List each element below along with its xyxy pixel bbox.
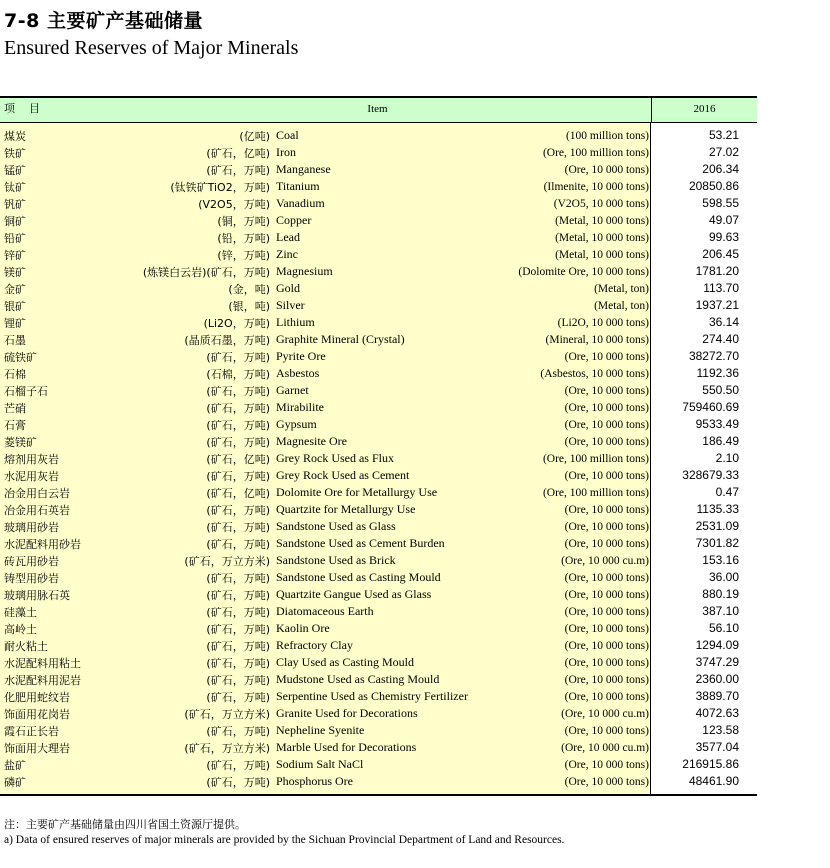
mineral-name-en: Serpentine Used as Chemistry Fertilizer xyxy=(276,689,468,703)
mineral-name-en: Titanium xyxy=(276,179,320,193)
reserve-value: 2.10 xyxy=(715,451,739,465)
mineral-name-cn: 高岭土 xyxy=(4,622,37,636)
unit-cn: (矿石，万吨) xyxy=(206,469,270,483)
mineral-name-cn: 石棉 xyxy=(4,367,26,381)
table-header xyxy=(0,96,757,123)
unit-cn: (矿石，万吨) xyxy=(206,384,270,398)
table-row xyxy=(0,739,650,756)
header-item-cn: 项 目 xyxy=(4,102,40,115)
mineral-name-cn: 水泥配料用粘土 xyxy=(4,656,81,670)
mineral-name-cn: 盐矿 xyxy=(4,758,26,772)
unit-en: (Ore, 10 000 tons) xyxy=(564,724,649,737)
unit-en: (Ore, 100 million tons) xyxy=(542,452,649,465)
unit-en: (Ore, 10 000 tons) xyxy=(564,435,649,448)
table-row xyxy=(0,127,650,144)
unit-cn: (石棉，万吨) xyxy=(206,367,270,381)
unit-en: (Ore, 10 000 tons) xyxy=(564,350,649,363)
reserve-value: 49.07 xyxy=(708,213,739,227)
mineral-name-en: Quartzite Gangue Used as Glass xyxy=(276,587,432,601)
reserve-value: 27.02 xyxy=(708,145,739,159)
table-row xyxy=(0,297,650,314)
unit-cn: (钛铁矿TiO2，万吨) xyxy=(170,180,270,194)
mineral-name-cn: 玻璃用砂岩 xyxy=(4,520,59,534)
table-row xyxy=(0,314,650,331)
reserve-value: 1937.21 xyxy=(695,298,739,312)
unit-en: (Ilmenite, 10 000 tons) xyxy=(543,180,649,193)
unit-cn: (矿石，万吨) xyxy=(206,350,270,364)
reserve-value: 153.16 xyxy=(702,553,739,567)
reserve-value: 9533.49 xyxy=(695,417,739,431)
header-year: 2016 xyxy=(651,98,757,122)
reserve-value: 48461.90 xyxy=(688,774,739,788)
mineral-name-en: Mirabilite xyxy=(276,400,324,414)
mineral-name-en: Grey Rock Used as Flux xyxy=(276,451,394,465)
mineral-name-en: Sandstone Used as Brick xyxy=(276,553,396,567)
mineral-name-en: Grey Rock Used as Cement xyxy=(276,468,410,482)
mineral-name-en: Refractory Clay xyxy=(276,638,353,652)
mineral-name-cn: 钛矿 xyxy=(4,180,26,194)
reserve-value: 2531.09 xyxy=(695,519,739,533)
unit-cn: (Li2O，万吨) xyxy=(203,316,270,330)
mineral-name-en: Iron xyxy=(276,145,296,159)
table-row xyxy=(0,688,650,705)
mineral-name-en: Zinc xyxy=(276,247,298,261)
unit-en: (Ore, 10 000 tons) xyxy=(564,537,649,550)
reserve-value: 3889.70 xyxy=(695,689,739,703)
unit-en: (Ore, 10 000 tons) xyxy=(564,520,649,533)
mineral-name-en: Sodium Salt NaCl xyxy=(276,757,364,771)
mineral-name-cn: 铅矿 xyxy=(4,231,26,245)
table-row xyxy=(0,399,650,416)
mineral-name-en: Magnesium xyxy=(276,264,333,278)
mineral-name-cn: 水泥配料用泥岩 xyxy=(4,673,81,687)
mineral-name-cn: 锌矿 xyxy=(4,248,26,262)
unit-en: (Ore, 100 million tons) xyxy=(542,486,649,499)
mineral-name-en: Sandstone Used as Glass xyxy=(276,519,396,533)
reserve-value: 387.10 xyxy=(702,604,739,618)
unit-en: (Ore, 10 000 tons) xyxy=(564,418,649,431)
unit-en: (Ore, 10 000 cu.m) xyxy=(561,741,649,754)
table-row xyxy=(0,144,650,161)
reserve-value: 3747.29 xyxy=(695,655,739,669)
mineral-name-en: Asbestos xyxy=(276,366,320,380)
mineral-name-en: Manganese xyxy=(276,162,331,176)
table-row xyxy=(0,433,650,450)
reserve-value: 3577.04 xyxy=(695,740,739,754)
value-column xyxy=(650,123,757,794)
table-row xyxy=(0,484,650,501)
unit-cn: (矿石，亿吨) xyxy=(206,146,270,160)
mineral-name-cn: 冶金用石英岩 xyxy=(4,503,70,517)
mineral-name-cn: 玻璃用脉石英 xyxy=(4,588,70,602)
unit-en: (Metal, ton) xyxy=(594,299,649,312)
mineral-name-cn: 冶金用白云岩 xyxy=(4,486,70,500)
unit-en: (Metal, 10 000 tons) xyxy=(555,214,649,227)
unit-en: (Ore, 10 000 tons) xyxy=(564,163,649,176)
mineral-name-cn: 钒矿 xyxy=(4,197,26,211)
mineral-name-en: Clay Used as Casting Mould xyxy=(276,655,414,669)
mineral-name-en: Magnesite Ore xyxy=(276,434,347,448)
mineral-name-en: Lithium xyxy=(276,315,315,329)
table-row xyxy=(0,246,650,263)
reserve-value: 36.14 xyxy=(708,315,739,329)
unit-cn: (亿吨) xyxy=(239,129,270,143)
reserve-value: 206.34 xyxy=(702,162,739,176)
table-row xyxy=(0,365,650,382)
mineral-name-cn: 锂矿 xyxy=(4,316,26,330)
unit-cn: (矿石，万立方米) xyxy=(184,707,270,721)
mineral-name-cn: 银矿 xyxy=(4,299,26,313)
unit-en: (Ore, 10 000 tons) xyxy=(564,469,649,482)
reserve-value: 2360.00 xyxy=(695,672,739,686)
mineral-name-en: Graphite Mineral (Crystal) xyxy=(276,332,405,346)
unit-cn: (矿石，万吨) xyxy=(206,163,270,177)
reserve-value: 99.63 xyxy=(708,230,739,244)
unit-cn: (矿石，万吨) xyxy=(206,503,270,517)
unit-cn: (矿石，万立方米) xyxy=(184,741,270,755)
reserve-value: 7301.82 xyxy=(695,536,739,550)
mineral-name-en: Kaolin Ore xyxy=(276,621,330,635)
mineral-name-cn: 芒硝 xyxy=(4,401,26,415)
reserve-value: 123.58 xyxy=(702,723,739,737)
mineral-name-en: Quartzite for Metallurgy Use xyxy=(276,502,416,516)
unit-cn: (矿石，万吨) xyxy=(206,537,270,551)
unit-cn: (矿石，万吨) xyxy=(206,758,270,772)
footnote-en: a) Data of ensured reserves of major minerals are provided by the Sichuan Provincial Department of Land and Resources. xyxy=(4,834,565,846)
unit-cn: (矿石，万吨) xyxy=(206,571,270,585)
mineral-name-en: Sandstone Used as Cement Burden xyxy=(276,536,445,550)
mineral-name-cn: 熔剂用灰岩 xyxy=(4,452,59,466)
mineral-name-en: Lead xyxy=(276,230,300,244)
unit-cn: (矿石，万吨) xyxy=(206,588,270,602)
unit-cn: (矿石，万吨) xyxy=(206,605,270,619)
table-row xyxy=(0,773,650,790)
table-row xyxy=(0,161,650,178)
table-row xyxy=(0,416,650,433)
unit-cn: (矿石，万吨) xyxy=(206,656,270,670)
unit-en: (Ore, 10 000 tons) xyxy=(564,758,649,771)
page-title-en: Ensured Reserves of Major Minerals xyxy=(4,37,299,59)
mineral-name-cn: 化肥用蛇纹岩 xyxy=(4,690,70,704)
mineral-name-en: Diatomaceous Earth xyxy=(276,604,374,618)
mineral-name-cn: 硫铁矿 xyxy=(4,350,37,364)
unit-cn: (矿石，万吨) xyxy=(206,724,270,738)
reserve-value: 328679.33 xyxy=(682,468,739,482)
unit-cn: (矿石，万吨) xyxy=(206,775,270,789)
mineral-name-en: Granite Used for Decorations xyxy=(276,706,418,720)
reserve-value: 1781.20 xyxy=(695,264,739,278)
reserve-value: 1135.33 xyxy=(696,502,739,516)
reserve-value: 206.45 xyxy=(702,247,739,261)
unit-en: (Metal, 10 000 tons) xyxy=(555,231,649,244)
mineral-name-en: Dolomite Ore for Metallurgy Use xyxy=(276,485,438,499)
mineral-name-cn: 硅藻土 xyxy=(4,605,37,619)
reserve-value: 113.70 xyxy=(703,281,739,295)
reserve-value: 1192.36 xyxy=(696,366,739,380)
table-row xyxy=(0,586,650,603)
table-row xyxy=(0,705,650,722)
unit-cn: (铜，万吨) xyxy=(217,214,270,228)
table-row xyxy=(0,348,650,365)
mineral-name-cn: 石墨 xyxy=(4,333,26,347)
unit-en: (Ore, 10 000 tons) xyxy=(564,775,649,788)
mineral-name-cn: 菱镁矿 xyxy=(4,435,37,449)
reserve-value: 598.55 xyxy=(702,196,739,210)
table-row xyxy=(0,620,650,637)
table-row xyxy=(0,654,650,671)
unit-cn: (矿石，万吨) xyxy=(206,401,270,415)
mineral-name-en: Sandstone Used as Casting Mould xyxy=(276,570,441,584)
mineral-name-en: Marble Used for Decorations xyxy=(276,740,417,754)
table-row xyxy=(0,756,650,773)
mineral-name-cn: 金矿 xyxy=(4,282,26,296)
mineral-name-cn: 铜矿 xyxy=(4,214,26,228)
unit-en: (Metal, 10 000 tons) xyxy=(555,248,649,261)
table-row xyxy=(0,501,650,518)
unit-en: (V2O5, 10 000 tons) xyxy=(553,197,649,210)
mineral-name-cn: 磷矿 xyxy=(4,775,26,789)
unit-en: (Mineral, 10 000 tons) xyxy=(545,333,649,346)
unit-en: (Ore, 10 000 tons) xyxy=(564,503,649,516)
unit-cn: (V2O5，万吨) xyxy=(198,197,270,211)
mineral-name-cn: 砖瓦用砂岩 xyxy=(4,554,59,568)
unit-en: (Li2O, 10 000 tons) xyxy=(557,316,649,329)
unit-en: (Ore, 10 000 tons) xyxy=(564,605,649,618)
unit-en: (Ore, 10 000 tons) xyxy=(564,401,649,414)
mineral-name-cn: 石榴子石 xyxy=(4,384,48,398)
unit-cn: (炼镁白云岩)(矿石，万吨) xyxy=(142,265,270,279)
mineral-name-en: Nepheline Syenite xyxy=(276,723,365,737)
unit-cn: (银，吨) xyxy=(228,299,270,313)
mineral-name-cn: 煤炭 xyxy=(4,129,26,143)
mineral-name-en: Copper xyxy=(276,213,312,227)
table-row xyxy=(0,382,650,399)
reserve-value: 274.40 xyxy=(702,332,739,346)
item-column xyxy=(0,123,650,794)
unit-en: (Asbestos, 10 000 tons) xyxy=(540,367,649,380)
unit-cn: (矿石，万吨) xyxy=(206,520,270,534)
mineral-name-cn: 铸型用砂岩 xyxy=(4,571,59,585)
reserve-value: 36.00 xyxy=(708,570,739,584)
mineral-name-en: Gold xyxy=(276,281,300,295)
unit-cn: (矿石，亿吨) xyxy=(206,486,270,500)
mineral-name-en: Silver xyxy=(276,298,305,312)
table-row xyxy=(0,552,650,569)
reserve-value: 550.50 xyxy=(702,383,739,397)
unit-en: (Ore, 10 000 tons) xyxy=(564,622,649,635)
unit-en: (Ore, 10 000 tons) xyxy=(564,639,649,652)
unit-en: (Ore, 10 000 cu.m) xyxy=(561,707,649,720)
reserve-value: 880.19 xyxy=(702,587,739,601)
mineral-name-cn: 镁矿 xyxy=(4,265,26,279)
unit-en: (Dolomite Ore, 10 000 tons) xyxy=(518,265,649,278)
unit-en: (Ore, 10 000 tons) xyxy=(564,588,649,601)
reserve-value: 20850.86 xyxy=(688,179,739,193)
mineral-name-cn: 饰面用大理岩 xyxy=(4,741,70,755)
table-row xyxy=(0,603,650,620)
unit-cn: (矿石，万吨) xyxy=(206,639,270,653)
reserve-value: 4072.63 xyxy=(695,706,739,720)
mineral-name-cn: 锰矿 xyxy=(4,163,26,177)
unit-cn: (矿石，万吨) xyxy=(206,673,270,687)
unit-cn: (金，吨) xyxy=(228,282,270,296)
reserve-value: 0.47 xyxy=(715,485,739,499)
unit-en: (Ore, 10 000 tons) xyxy=(564,384,649,397)
minerals-table xyxy=(0,96,757,796)
table-body xyxy=(0,123,757,796)
page-title-cn: 7-8 主要矿产基础储量 xyxy=(4,10,203,32)
table-row xyxy=(0,518,650,535)
unit-cn: (矿石，万吨) xyxy=(206,418,270,432)
reserve-value: 186.49 xyxy=(702,434,739,448)
unit-cn: (铅，万吨) xyxy=(217,231,270,245)
unit-en: (Ore, 10 000 tons) xyxy=(564,656,649,669)
table-row xyxy=(0,535,650,552)
table-row xyxy=(0,722,650,739)
mineral-name-en: Garnet xyxy=(276,383,309,397)
table-row xyxy=(0,280,650,297)
mineral-name-en: Gypsum xyxy=(276,417,317,431)
table-row xyxy=(0,467,650,484)
mineral-name-en: Mudstone Used as Casting Mould xyxy=(276,672,440,686)
mineral-name-en: Phosphorus Ore xyxy=(276,774,353,788)
table-row xyxy=(0,229,650,246)
unit-en: (Ore, 10 000 tons) xyxy=(564,571,649,584)
unit-cn: (矿石，万吨) xyxy=(206,690,270,704)
unit-en: (Ore, 10 000 cu.m) xyxy=(561,554,649,567)
unit-cn: (矿石，万立方米) xyxy=(184,554,270,568)
table-row xyxy=(0,195,650,212)
reserve-value: 759460.69 xyxy=(682,400,739,414)
reserve-value: 38272.70 xyxy=(688,349,739,363)
unit-en: (Metal, ton) xyxy=(594,282,649,295)
unit-en: (Ore, 100 million tons) xyxy=(542,146,649,159)
unit-en: (Ore, 10 000 tons) xyxy=(564,673,649,686)
mineral-name-cn: 霞石正长岩 xyxy=(4,724,59,738)
table-row xyxy=(0,450,650,467)
unit-en: (Ore, 10 000 tons) xyxy=(564,690,649,703)
unit-cn: (锌，万吨) xyxy=(217,248,270,262)
mineral-name-cn: 石膏 xyxy=(4,418,26,432)
mineral-name-cn: 耐火粘土 xyxy=(4,639,48,653)
reserve-value: 53.21 xyxy=(708,128,739,142)
unit-cn: (矿石，万吨) xyxy=(206,435,270,449)
table-row xyxy=(0,569,650,586)
footnote-cn: 注：主要矿产基础储量由四川省国土资源厅提供。 xyxy=(4,818,246,831)
table-row xyxy=(0,212,650,229)
mineral-name-cn: 水泥配料用砂岩 xyxy=(4,537,81,551)
mineral-name-cn: 铁矿 xyxy=(4,146,26,160)
unit-cn: (矿石，万吨) xyxy=(206,622,270,636)
unit-cn: (晶质石墨，万吨) xyxy=(184,333,270,347)
mineral-name-en: Vanadium xyxy=(276,196,325,210)
mineral-name-cn: 饰面用花岗岩 xyxy=(4,707,70,721)
table-row xyxy=(0,178,650,195)
unit-cn: (矿石，亿吨) xyxy=(206,452,270,466)
table-row xyxy=(0,263,650,280)
reserve-value: 56.10 xyxy=(708,621,739,635)
table-row xyxy=(0,331,650,348)
unit-en: (100 million tons) xyxy=(565,129,649,142)
mineral-name-cn: 水泥用灰岩 xyxy=(4,469,59,483)
reserve-value: 1294.09 xyxy=(695,638,739,652)
reserve-value: 216915.86 xyxy=(682,757,739,771)
header-item-en: Item xyxy=(367,103,388,115)
mineral-name-en: Pyrite Ore xyxy=(276,349,326,363)
table-row xyxy=(0,671,650,688)
mineral-name-en: Coal xyxy=(276,128,299,142)
table-row xyxy=(0,637,650,654)
